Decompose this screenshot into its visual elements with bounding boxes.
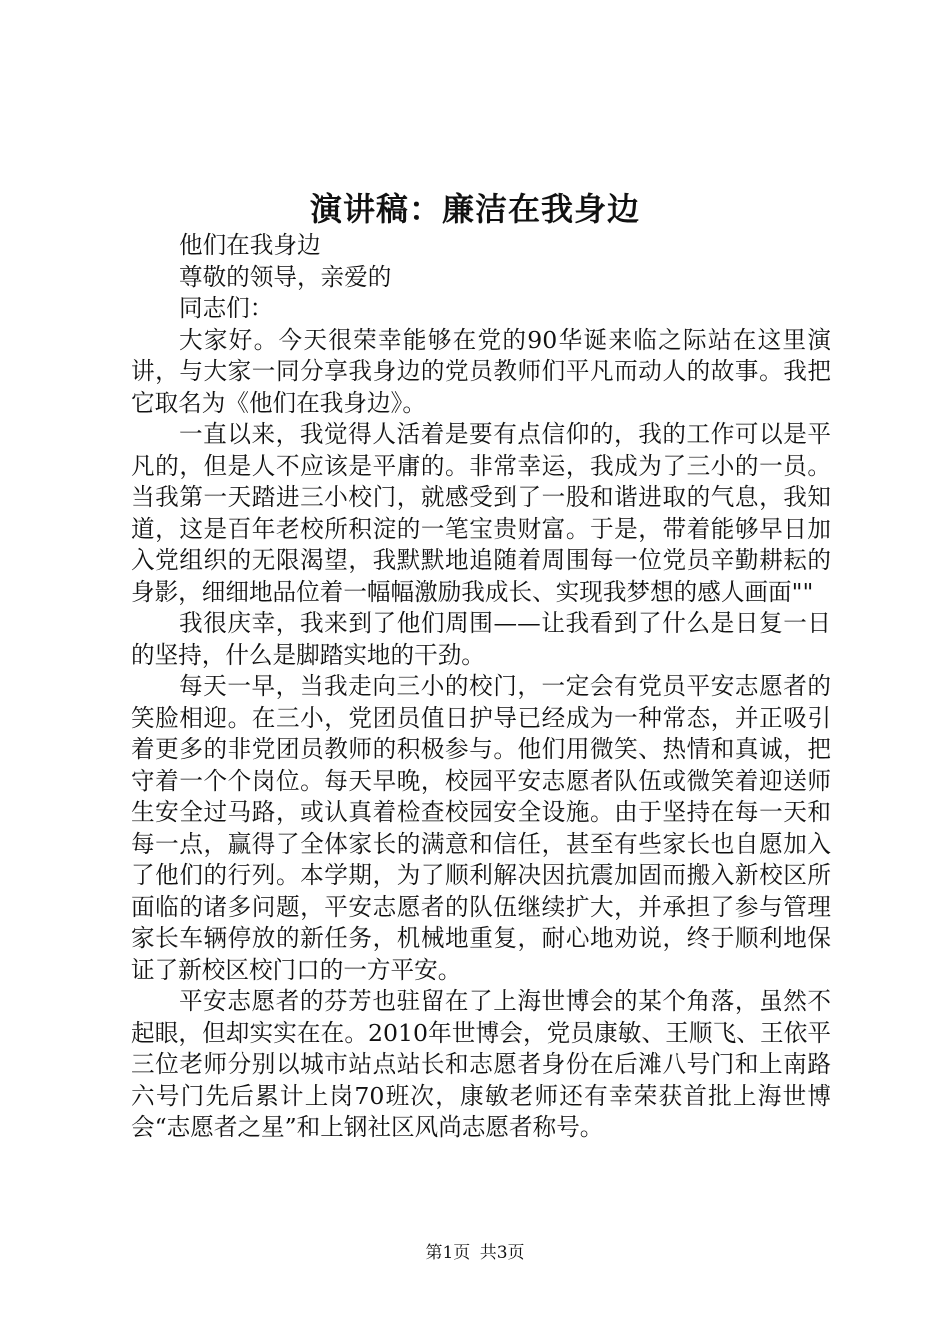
page-footer [0,1241,950,1265]
paragraph: 他们在我身边 [179,231,321,259]
document-body [131,230,831,1144]
paragraph: 平安志愿者的芬芳也驻留在了上海世博会的某个角落，虽然不起眼，但却实实在在。2010年世博会，党员康敏、王顺飞、王依平三位老师分别以城市站点站长和志愿者身份在后滩八号门和上南路六号门先后累计上岗70班次，康敏老师还有幸荣获首批上海世博会“志愿者之星”和上钢社区风尚志愿者称号。 [131,987,831,1141]
paragraph: 尊敬的领导，亲爱的 [179,262,392,291]
paragraph: 一直以来，我觉得人活着是要有点信仰的，我的工作可以是平凡的，但是人不应该是平庸的。非常幸运，我成为了三小的一员。当我第一天踏进三小校门，就感受到了一股和谐进取的气息，我知道，这是百年老校所积淀的一笔宝贵财富。于是，带着能够早日加入党组织的无限渴望，我默默地追随着周围每一位党员辛勤耕耘的身影，细细地品位着一幅幅激励我成长、实现我梦想的感人画面"" [131,420,831,606]
document-title: 演讲稿：廉洁在我身边 [309,190,640,228]
paragraph: 每天一早，当我走向三小的校门，一定会有党员平安志愿者的笑脸相迎。在三小，党团员值日护导已经成为一种常态，并正吸引着更多的非党团员教师的积极参与。他们用微笑、热情和真诚，把守着一个个岗位。每天早晚，校园平安志愿者队伍或微笑着迎送师生安全过马路，或认真着检查校园安全设施。由于坚持在每一天和每一点，赢得了全体家长的满意和信任，甚至有些家长也自愿加入了他们的行列。本学期，为了顺利解决因抗震加固而搬入新校区所面临的诸多问题，平安志愿者的队伍继续扩大，并承担了参与管理家长车辆停放的新任务，机械地重复，耐心地劝说，终于顺利地保证了新校区校门口的一方平安。 [131,672,831,984]
page-number: 第1页 [425,1243,471,1263]
paragraph: 我很庆幸，我来到了他们周围——让我看到了什么是日复一日的坚持，什么是脚踏实地的干劲。 [131,609,831,669]
paragraph: 大家好。今天很荣幸能够在党的90华诞来临之际站在这里演讲，与大家一同分享我身边的党员教师们平凡而动人的故事。我把它取名为《他们在我身边》。 [131,325,831,417]
paragraph: 同志们： [179,294,274,322]
page-total: 共3页 [479,1243,525,1263]
